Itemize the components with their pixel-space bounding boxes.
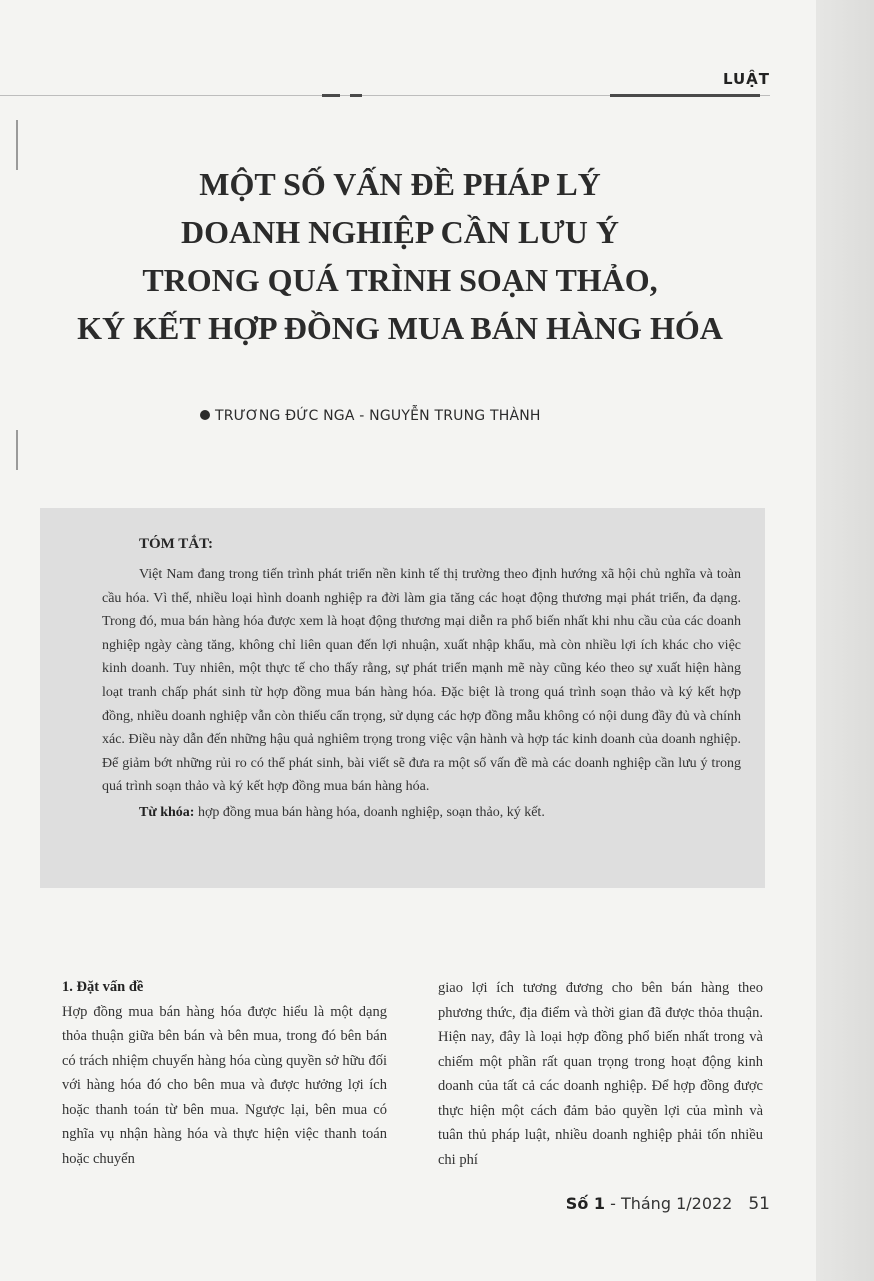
title-line: TRONG QUÁ TRÌNH SOẠN THẢO,: [142, 262, 658, 298]
title-line: DOANH NGHIỆP CẦN LƯU Ý: [181, 214, 619, 250]
body-column-right: [438, 976, 763, 1172]
page-number: 51: [748, 1194, 770, 1214]
article-title: [40, 160, 760, 352]
title-line: MỘT SỐ VẤN ĐỀ PHÁP LÝ: [199, 166, 601, 202]
body-paragraph: giao lợi ích tương đương cho bên bán hàng theo phương thức, địa điểm và thời gian đã được thỏa thuận. Hiện nay, đây là loại hợp đồng phổ biến nhất trong và chiếm một phần rất quan trọng trong hoạt động kinh doanh của tất cả các doanh nghiệp. Để hợp đồng được thực hiện một cách đảm bảo quyền lợi của mình và tuân thủ pháp luật, nhiều doanh nghiệp phải tốn nhiều chi phí: [438, 980, 763, 1168]
issue-number: Số 1: [565, 1194, 606, 1213]
page-edge-shade: [816, 0, 874, 1281]
author-names: TRƯƠNG ĐỨC NGA - NGUYỄN TRUNG THÀNH: [215, 408, 541, 424]
body-column-left: [62, 975, 387, 1171]
page-footer: [520, 1194, 770, 1214]
keywords-text: hợp đồng mua bán hàng hóa, doanh nghiệp, soạn thảo, ký kết.: [194, 804, 545, 820]
section-heading: 1. Đặt vấn đề: [62, 979, 144, 995]
keywords-label: Từ khóa:: [139, 804, 195, 820]
author-line: [200, 408, 680, 424]
title-line: KÝ KẾT HỢP ĐỒNG MUA BÁN HÀNG HÓA: [77, 310, 723, 346]
section-label: LUẬT: [722, 70, 770, 88]
margin-mark: [16, 120, 18, 170]
body-paragraph: Hợp đồng mua bán hàng hóa được hiểu là một dạng thỏa thuận giữa bên bán và bên mua, trong đó bên bán có trách nhiệm chuyển hàng hóa cùng quyền sở hữu đối với hàng hóa đó cho bên mua và được hưởng lợi ích hoặc thanh toán từ bên mua. Ngược lại, bên mua có nghĩa vụ nhận hàng hóa và thực hiện việc thanh toán hoặc chuyển: [62, 1003, 387, 1167]
header-rule-dash: [350, 94, 362, 97]
bullet-icon: [200, 410, 210, 420]
abstract-heading: TÓM TẮT:: [139, 536, 214, 552]
margin-mark: [16, 430, 18, 470]
abstract-body: Việt Nam đang trong tiến trình phát triển nền kinh tế thị trường theo định hướng xã hội chủ nghĩa và toàn cầu hóa. Vì thế, nhiều loại hình doanh nghiệp ra đời làm gia tăng các hoạt động thương mại phát triển, đa dạng. Trong đó, mua bán hàng hóa được xem là hoạt động thương mại diễn ra phổ biến nhất khi nhu cầu của các doanh nghiệp ngày càng tăng, không chỉ liên quan đến lợi nhuận, xuất nhập khẩu, mà còn nhiều lợi ích khác cho việc kinh doanh. Tuy nhiên, một thực tế cho thấy rằng, sự phát triển mạnh mẽ này cũng kéo theo sự xuất hiện hàng loạt tranh chấp phát sinh từ hợp đồng mua bán hàng hóa. Đặc biệt là trong quá trình soạn thảo và ký kết hợp đồng, nhiều doanh nghiệp vẫn còn thiếu cẩn trọng, sử dụng các hợp đồng mẫu không có nội dung đầy đủ và chính xác. Điều này dẫn đến những hậu quả nghiêm trọng trong việc vận hành và hợp tác kinh doanh của doanh nghiệp. Để giảm bớt những rủi ro có thể phát sinh, bài viết sẽ đưa ra một số vấn đề mà các doanh nghiệp cần lưu ý trong quá trình soạn thảo và ký kết hợp đồng mua bán hàng hóa.: [102, 567, 741, 795]
header-rule-dash: [610, 94, 760, 97]
issue-month: - Tháng 1/2022: [605, 1194, 733, 1213]
abstract-box: [40, 508, 765, 888]
header-rule-dash: [322, 94, 340, 97]
keywords-line: [102, 801, 741, 825]
